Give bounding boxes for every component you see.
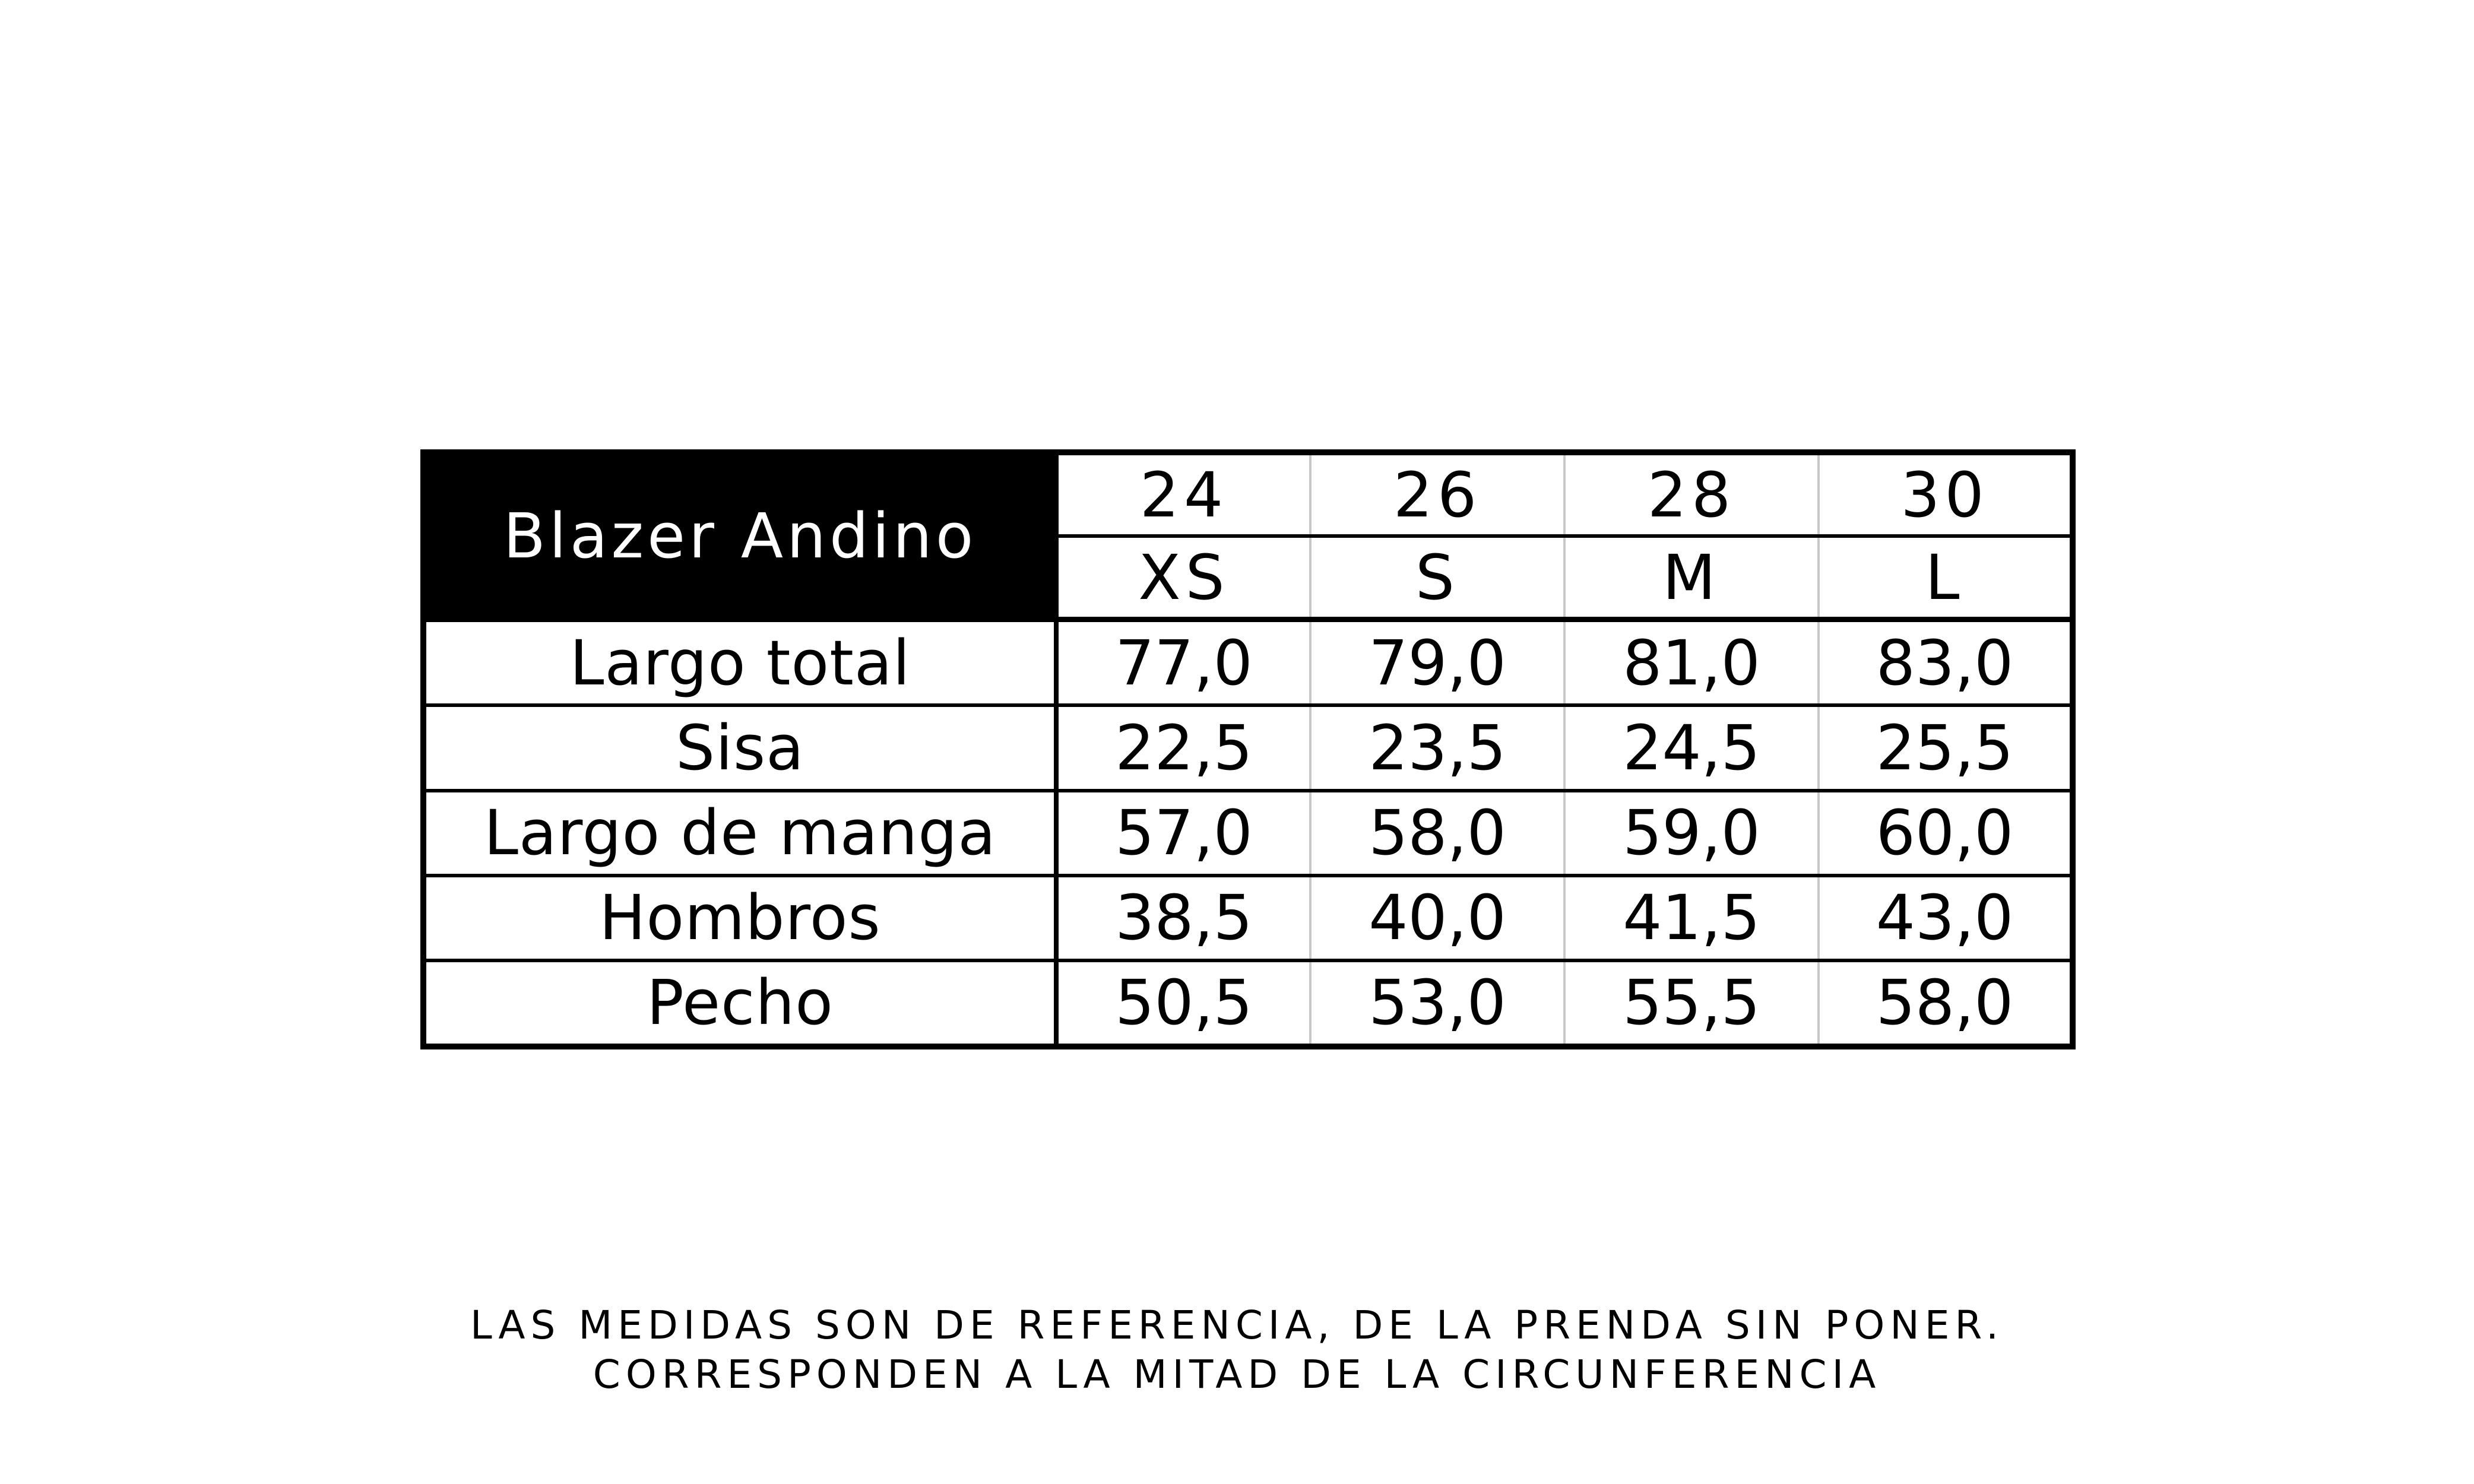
- table-cell: 24,5: [1564, 705, 1819, 790]
- header-row-numeric: [423, 452, 2073, 536]
- table-cell: 43,0: [1819, 876, 2073, 960]
- table-cell: 59,0: [1564, 791, 1819, 876]
- table-cell: 23,5: [1310, 705, 1564, 790]
- table-cell: 79,0: [1310, 620, 1564, 706]
- table-row-sisa: [423, 705, 2073, 790]
- size-letter-xs: XS: [1056, 536, 1310, 620]
- size-chart-table: [420, 449, 2076, 1049]
- size-number-26: 26: [1310, 452, 1564, 536]
- row-label: Hombros: [423, 876, 1056, 960]
- table-cell: 57,0: [1056, 791, 1310, 876]
- table-cell: 81,0: [1564, 620, 1819, 706]
- table-row-hombros: [423, 876, 2073, 960]
- table-cell: 55,5: [1564, 960, 1819, 1047]
- table-cell: 40,0: [1310, 876, 1564, 960]
- size-letter-m: M: [1564, 536, 1819, 620]
- table-cell: 41,5: [1564, 876, 1819, 960]
- table-row-largo-total: [423, 620, 2073, 706]
- row-label: Largo de manga: [423, 791, 1056, 876]
- table-cell: 58,0: [1310, 791, 1564, 876]
- size-number-24: 24: [1056, 452, 1310, 536]
- footnote-line-2: CORRESPONDEN A LA MITAD DE LA CIRCUNFERENCIA: [593, 1352, 1881, 1397]
- table-row-pecho: [423, 960, 2073, 1047]
- table-cell: 53,0: [1310, 960, 1564, 1047]
- size-number-28: 28: [1564, 452, 1819, 536]
- size-number-30: 30: [1819, 452, 2073, 536]
- table-cell: 77,0: [1056, 620, 1310, 706]
- table-cell: 58,0: [1819, 960, 2073, 1047]
- table-cell: 60,0: [1819, 791, 2073, 876]
- size-letter-l: L: [1819, 536, 2073, 620]
- row-label: Pecho: [423, 960, 1056, 1047]
- table-row-largo-de-manga: [423, 791, 2073, 876]
- row-label: Largo total: [423, 620, 1056, 706]
- table-cell: 25,5: [1819, 705, 2073, 790]
- footnote-line-1: LAS MEDIDAS SON DE REFERENCIA, DE LA PRENDA SIN PONER.: [470, 1302, 2004, 1348]
- row-label: Sisa: [423, 705, 1056, 790]
- table-cell: 83,0: [1819, 620, 2073, 706]
- size-letter-s: S: [1310, 536, 1564, 620]
- table-title: Blazer Andino: [423, 452, 1056, 620]
- table-cell: 22,5: [1056, 705, 1310, 790]
- table-cell: 50,5: [1115, 966, 1253, 1039]
- table-cell: 38,5: [1056, 876, 1310, 960]
